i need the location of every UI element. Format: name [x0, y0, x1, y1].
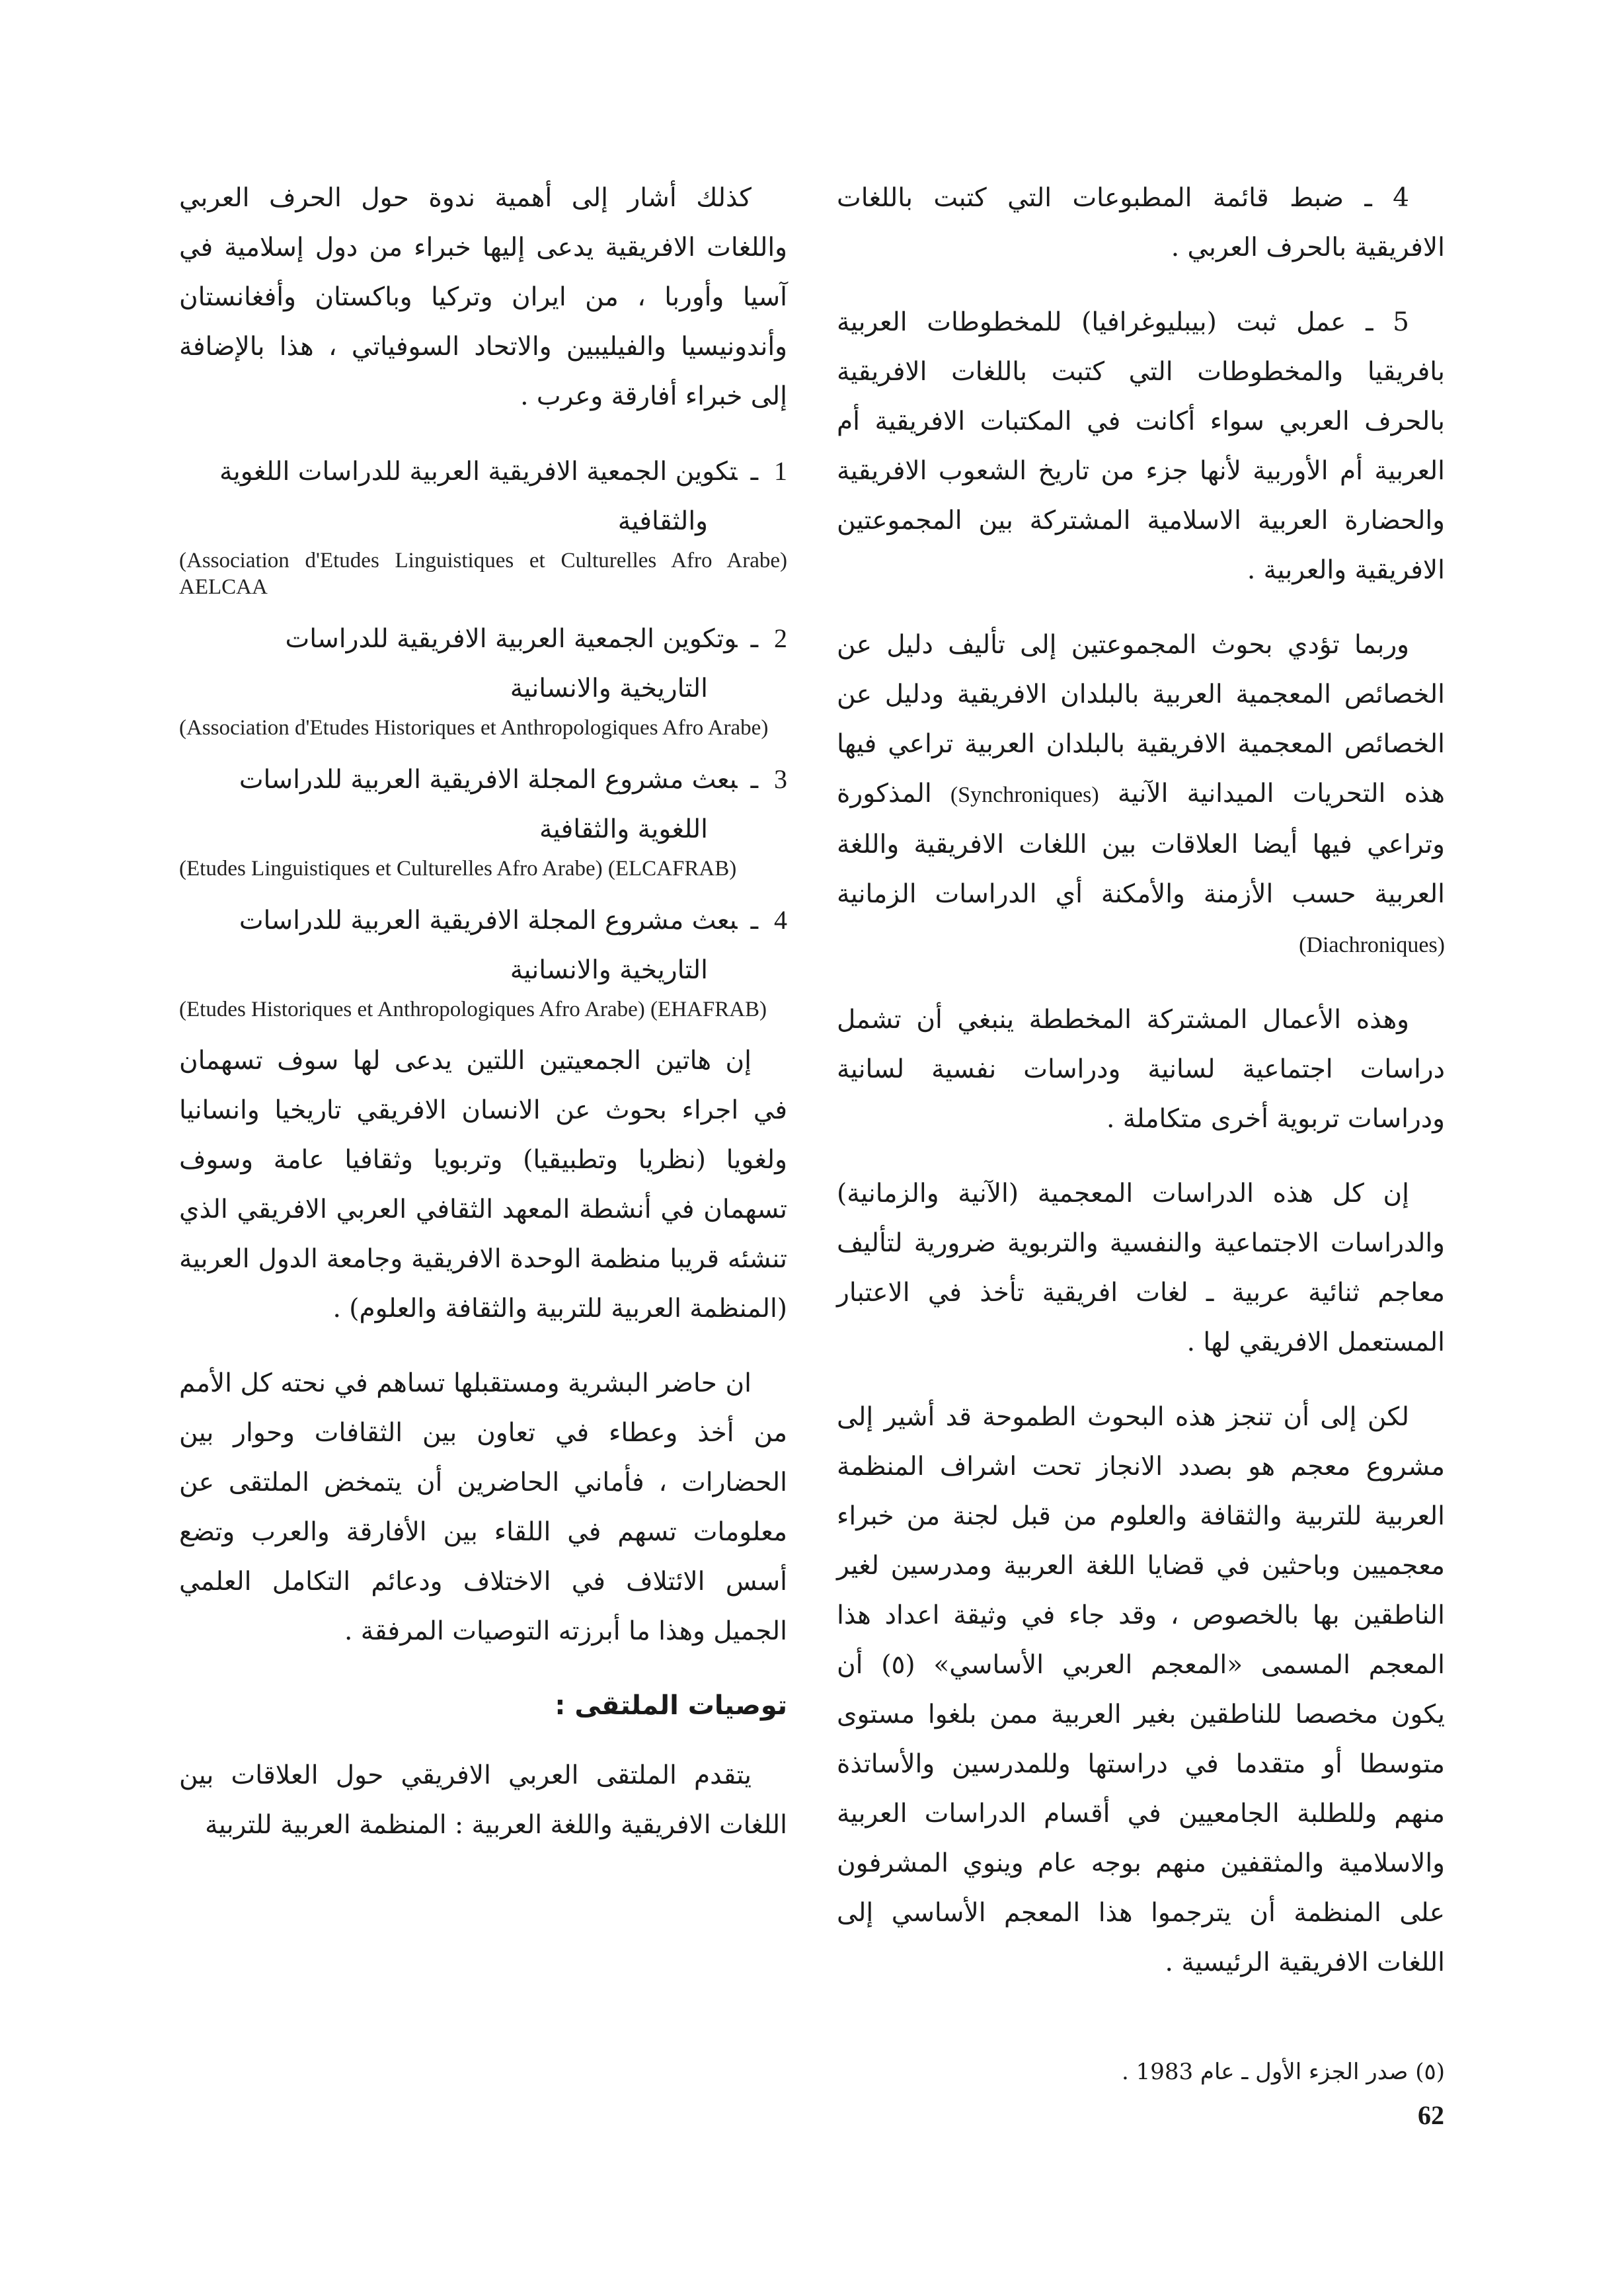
association-item-1: 1ـتكوين الجمعية الافريقية العربية للدراسات اللغوية والثقافية (Association d'Etudes Linguistiques et Culturelles Afro Arabe) AELCAA	[179, 446, 787, 600]
association-item-2: 2ـوتكوين الجمعية العربية الافريقية للدراسات التاريخية والانسانية (Association d'Etudes Historiques et Anthropologiques Afro Arabe)	[179, 614, 787, 741]
list-item-number: 4	[1393, 183, 1409, 213]
latin-name: (Etudes Historiques et Anthropologiques Afro Arabe) (EHAFRAB)	[179, 998, 767, 1021]
paragraph-all-studies: إن كل هذه الدراسات المعجمية (الآنية والزمانية) والدراسات الاجتماعية والنفسية والتربوية ضرورية لتأليف معاجم ثنائية عربية ـ لغات افريقية تأخذ في الاعتبار المستعمل الافريقي لها .	[837, 1179, 1445, 1357]
paragraph-recommendations: يتقدم الملتقى العربي الافريقي حول العلاقات بين اللغات الافريقية واللغة العربية : المنظمة العربية للتربية	[179, 1761, 787, 1840]
list-item-continuation: اللغوية والثقافية	[539, 814, 708, 844]
list-item-number: 2	[774, 623, 787, 653]
paragraph-text: المذكورة وتراعي فيها أيضا العلاقات بين اللغات الافريقية واللغة العربية حسب الأزمنة والأمكنة أي الدراسات الزمانية	[837, 779, 1445, 909]
list-item-4: 4 ـ ضبط قائمة المطبوعات التي كتبت باللغات الافريقية بالحرف العربي .	[837, 183, 1445, 262]
list-item-text: وتكوين الجمعية العربية الافريقية للدراسات	[285, 624, 738, 654]
list-item-number: 1	[774, 456, 787, 486]
list-item-number: 3	[774, 764, 787, 794]
paragraph-joint-work: وهذه الأعمال المشتركة المخططة ينبغي أن تشمل دراسات اجتماعية لسانية ودراسات نفسية لسانية ودراسات تربوية أخرى متكاملة .	[837, 1005, 1445, 1134]
list-item-text: ضبط قائمة المطبوعات التي كتبت باللغات الافريقية بالحرف العربي .	[837, 183, 1445, 262]
list-item-text: تكوين الجمعية الافريقية العربية للدراسات اللغوية	[219, 457, 738, 487]
paragraph-humanity: ان حاضر البشرية ومستقبلها تساهم في نحته كل الأمم من أخذ وعطاء في تعاون بين الثقافات وحوار بين الحضارات ، فأماني الحاضرين أن يتمخض الملتقى عن معلومات تسهم في اللقاء بين الأفارقة والعرب وتضع أسس الائتلاف في الاختلاف ودعائم التكامل العلمي الجميل وهذا ما أبرزته التوصيات المرفقة .	[179, 1368, 787, 1646]
list-item-continuation: والثقافية	[617, 506, 708, 536]
paragraph-associations: إن هاتين الجمعيتين اللتين يدعى لها سوف تسهمان في اجراء بحوث عن الانسان الافريقي تاريخيا وانسانيا ولغويا (نظريا وتطبيقيا) وتربويا وثقافيا عامة وسوف تسهمان في أنشطة المعهد الثقافي العربي الافريقي الذي تنشئه قريبا منظمة الوحدة الافريقية وجامعة الدول العربية (المنظمة العربية للتربية والثقافة والعلوم) .	[179, 1046, 787, 1324]
latin-name: (Association d'Etudes Historiques et Anthropologiques Afro Arabe)	[179, 716, 769, 740]
latin-term: (Diachroniques)	[1299, 933, 1445, 957]
paragraph-dictionary-guide	[837, 620, 1445, 970]
list-item-text: بعث مشروع المجلة الافريقية العربية للدراسات	[239, 906, 738, 935]
paragraph-dictionary-project: لكن إلى أن تنجز هذه البحوث الطموحة قد أشير إلى مشروع معجم هو بصدد الانجاز تحت اشراف المنظمة العربية للتربية والثقافة والعلوم من قبل لجنة من خبراء معجميين وباحثين في قضايا اللغة العربية ومدرسين لغير الناطقين بها بالخصوص ، وقد جاء في وثيقة اعداد هذا المعجم المسمى «المعجم العربي الأساسي» (٥) أن يكون مخصصا للناطقين بغير العربية ممن بلغوا مستوى متوسطا أو متقدما في دراستها وللمدرسين والأساتذة منهم وللطلبة الجامعيين في أقسام الدراسات العربية والاسلامية والمثقفين منهم بوجه عام وينوي المشرفون على المنظمة أن يترجموا هذا المعجم الأساسي إلى اللغات الافريقية الرئيسية .	[837, 1402, 1445, 1977]
list-item-text: عمل ثبت (بيبليوغرافيا) للمخطوطات العربية بافريقيا والمخطوطات التي كتبت باللغات الافريقية بالحرف العربي سواء أكانت في المكتبات الافريقية أم العربية أم الأوربية لأنها جزء من تاريخ الشعوب الافريقية والحضارة العربية الاسلامية المشتركة بين المجموعتين الافريقية والعربية .	[837, 307, 1445, 585]
footnote: (٥) صدر الجزء الأول ـ عام 1983 .	[1121, 2059, 1445, 2085]
list-item-5: 5 ـ عمل ثبت (بيبليوغرافيا) للمخطوطات العربية بافريقيا والمخطوطات التي كتبت باللغات الافريقية بالحرف العربي سواء أكانت في المكتبات الافريقية أم العربية أم الأوربية لأنها جزء من تاريخ الشعوب الافريقية والحضارة العربية الاسلامية المشتركة بين المجموعتين الافريقية والعربية .	[837, 307, 1445, 585]
list-item-text: بعث مشروع المجلة الافريقية العربية للدراسات	[239, 765, 738, 795]
journal-item-3: 3ـبعث مشروع المجلة الافريقية العربية للدراسات اللغوية والثقافية (Etudes Linguistiques et Culturelles Afro Arabe) (ELCAFRAB)	[179, 754, 787, 882]
latin-name: (Association d'Etudes Linguistiques et Culturelles Afro Arabe) AELCAA	[179, 549, 787, 599]
right-column	[837, 173, 1445, 2012]
latin-term: (Synchroniques)	[950, 783, 1099, 807]
paragraph-symposium: كذلك أشار إلى أهمية ندوة حول الحرف العربي واللغات الافريقية يدعى إليها خبراء من دول إسلامية في آسيا وأوربا ، من ايران وتركيا وباكستان وأفغانستان وأندونيسيا والفيليبين والاتحاد السوفياتي ، هذا بالإضافة إلى خبراء أفارقة وعرب .	[179, 183, 787, 411]
list-item-number: 5	[1393, 307, 1409, 337]
recommendations-heading: توصيات الملتقى :	[555, 1690, 787, 1721]
list-item-number: 4	[774, 905, 787, 935]
paragraph-text: وربما تؤدي بحوث المجموعتين إلى تأليف دليل عن الخصائص المعجمية العربية بالبلدان الافريقية ودليل عن الخصائص المعجمية الافريقية بالبلدان العربية تراعي فيها هذه التحريات الميدانية الآنية	[837, 630, 1445, 809]
list-item-continuation: التاريخية والانسانية	[510, 955, 708, 985]
page-number: 62	[1418, 2100, 1444, 2130]
list-item-continuation: التاريخية والانسانية	[510, 674, 708, 703]
journal-item-4: 4ـبعث مشروع المجلة الافريقية العربية للدراسات التاريخية والانسانية (Etudes Historiques et Anthropologiques Afro Arabe) (EHAFRAB)	[179, 895, 787, 1023]
latin-name: (Etudes Linguistiques et Culturelles Afro Arabe) (ELCAFRAB)	[179, 857, 737, 881]
left-column	[179, 173, 787, 1875]
